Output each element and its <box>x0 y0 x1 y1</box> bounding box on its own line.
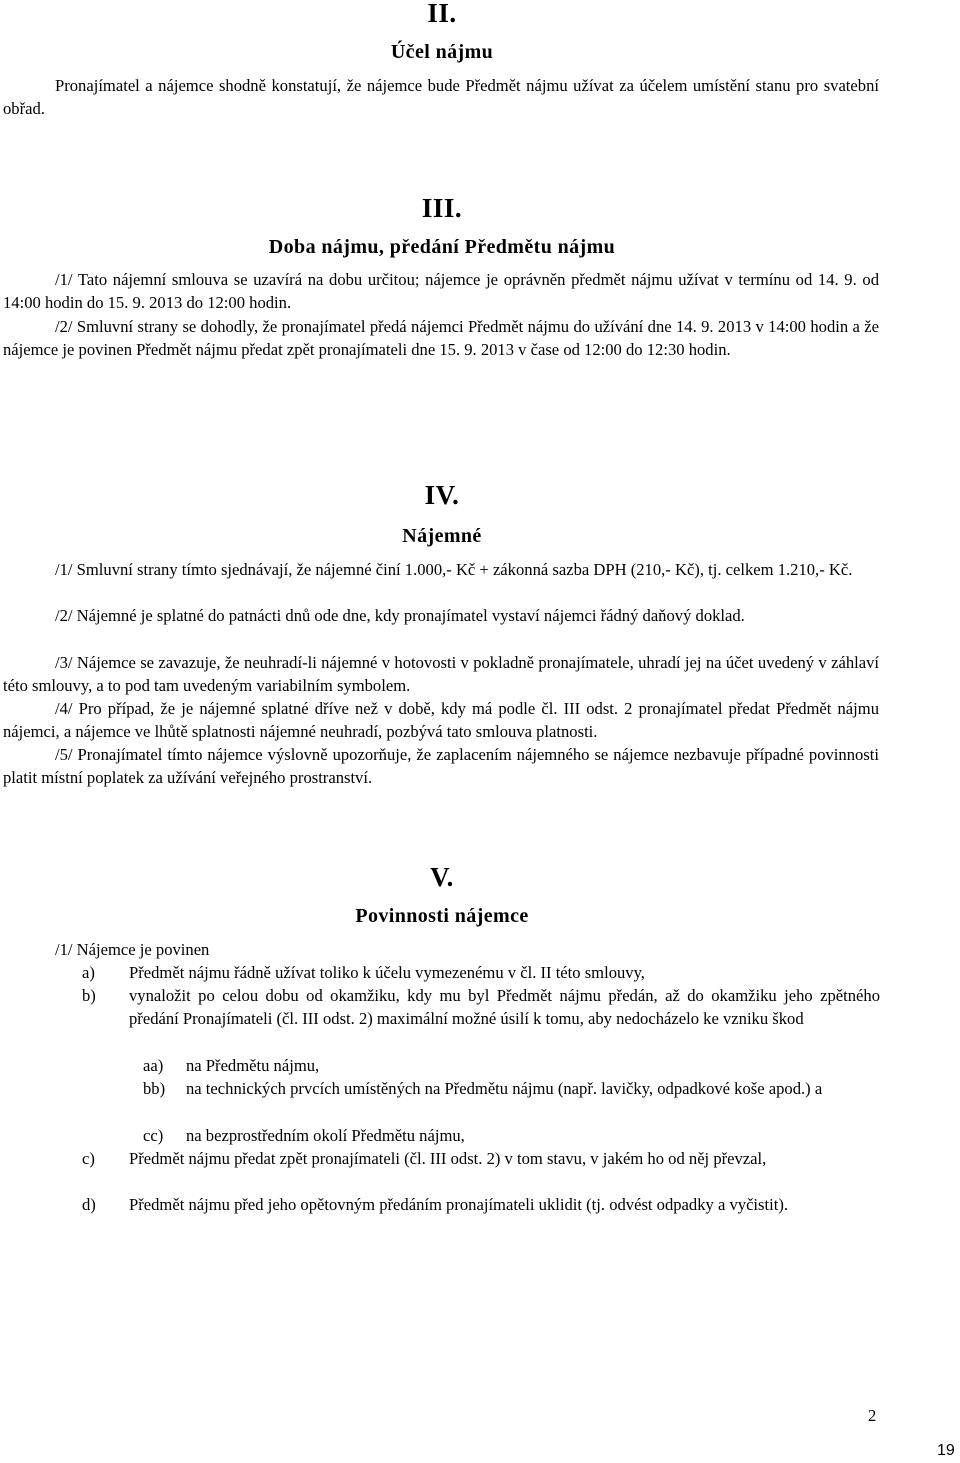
list-item-label: c) <box>82 1149 95 1168</box>
section-2-numeral: II. <box>427 0 457 28</box>
page-number: 2 <box>868 1406 877 1425</box>
list-item-text: vynaložit po celou dobu od okamžiku, kdy mu byl Předmět nájmu předán, až do okamžiku jeho zpětného předání Pronajímateli (čl. III odst. 2) maximální možné úsilí k tomu, aby nedocházelo ke vzniku škod <box>129 986 880 1029</box>
list-item-label: a) <box>82 963 95 982</box>
section-3-paragraph-1: /1/ Tato nájemní smlouva se uzavírá na dobu určitou; nájemce je oprávněn předmět nájmu užívat v termínu od 14. 9. od 14:00 hodin do 15. 9. 2013 do 12:00 hodin. <box>3 270 879 313</box>
section-5-numeral: V. <box>430 862 454 892</box>
section-3-paragraph-2: /2/ Smluvní strany se dohodly, že pronajímatel předá nájemci Předmět nájmu do užívání dne 14. 9. 2013 v 14:00 hodin a že nájemce je povinen Předmět nájmu předat zpět pronajímateli dne 15. 9. 2013 v čase od 12:00 do 12:30 hodin. <box>3 317 879 360</box>
section-4-paragraph-4: /4/ Pro případ, že je nájemné splatné dříve než v době, kdy má podle čl. III odst. 2 pronajímatel předat Předmět nájmu nájemci, a nájemce ve lhůtě splatnosti nájemné neuhradí, pozbývá tato smlouva platnosti. <box>3 699 879 742</box>
sublist-item-cc <box>143 1124 880 1147</box>
sublist-item-text: na technických prvcích umístěných na Předmětu nájmu (např. lavičky, odpadkové koše apod.) a <box>186 1079 823 1098</box>
list-item-b <box>82 984 880 1031</box>
list-item-d <box>82 1193 880 1216</box>
list-item-label: d) <box>82 1195 96 1214</box>
section-4-paragraph-5: /5/ Pronajímatel tímto nájemce výslovně upozorňuje, že zaplacením nájemného se nájemce nezbavuje případné povinnosti platit místní poplatek za užívání veřejného prostranství. <box>3 745 879 788</box>
section-3-numeral: III. <box>421 193 463 223</box>
section-4-paragraph-2: /2/ Nájemné je splatné do patnácti dnů ode dne, kdy pronajímatel vystaví nájemci řádný daňový doklad. <box>55 606 745 625</box>
section-4-numeral: IV. <box>424 480 460 510</box>
list-item-a <box>82 961 880 984</box>
sublist-item-bb <box>143 1077 880 1100</box>
section-4-paragraph-3: /3/ Nájemce se zavazuje, že neuhradí-li nájemné v hotovosti v pokladně pronajímatele, uhradí jej na účet uvedený v záhlaví této smlouvy, a to pod tam uvedeným variabilním symbolem. <box>3 653 879 696</box>
sublist-item-text: na Předmětu nájmu, <box>186 1056 320 1075</box>
section-3-title: Doba nájmu, předání Předmětu nájmu <box>268 236 616 258</box>
section-5-intro: /1/ Nájemce je povinen <box>55 940 210 959</box>
sublist-item-label: bb) <box>143 1079 166 1098</box>
section-4-paragraph-1: /1/ Smluvní strany tímto sjednávají, že nájemné činí 1.000,- Kč + zákonná sazba DPH (210,- Kč), tj. celkem 1.210,- Kč. <box>55 560 853 579</box>
sublist-item-label: aa) <box>143 1056 164 1075</box>
sublist-item-text: na bezprostředním okolí Předmětu nájmu, <box>186 1126 465 1145</box>
list-item-label: b) <box>82 986 96 1005</box>
section-5-title: Povinnosti nájemce <box>355 905 529 927</box>
list-item-c <box>82 1147 880 1170</box>
footer-page-number: 19 <box>937 1442 955 1459</box>
sublist-item-label: cc) <box>143 1126 164 1145</box>
list-item-text: Předmět nájmu předat zpět pronajímateli (čl. III odst. 2) v tom stavu, v jakém ho od něj převzal, <box>129 1149 767 1168</box>
list-item-text: Předmět nájmu řádně užívat toliko k účelu vymezenému v čl. II této smlouvy, <box>129 963 645 982</box>
section-2-title: Účel nájmu <box>390 41 494 63</box>
section-2-paragraph-1: Pronajímatel a nájemce shodně konstatují, že nájemce bude Předmět nájmu užívat za účelem umístění stanu pro svatební obřad. <box>3 76 879 119</box>
list-item-text: Předmět nájmu před jeho opětovným předáním pronajímateli uklidit (tj. odvést odpadky a vyčistit). <box>129 1195 789 1214</box>
section-4-title: Nájemné <box>402 525 482 547</box>
sublist-item-aa <box>143 1054 880 1077</box>
